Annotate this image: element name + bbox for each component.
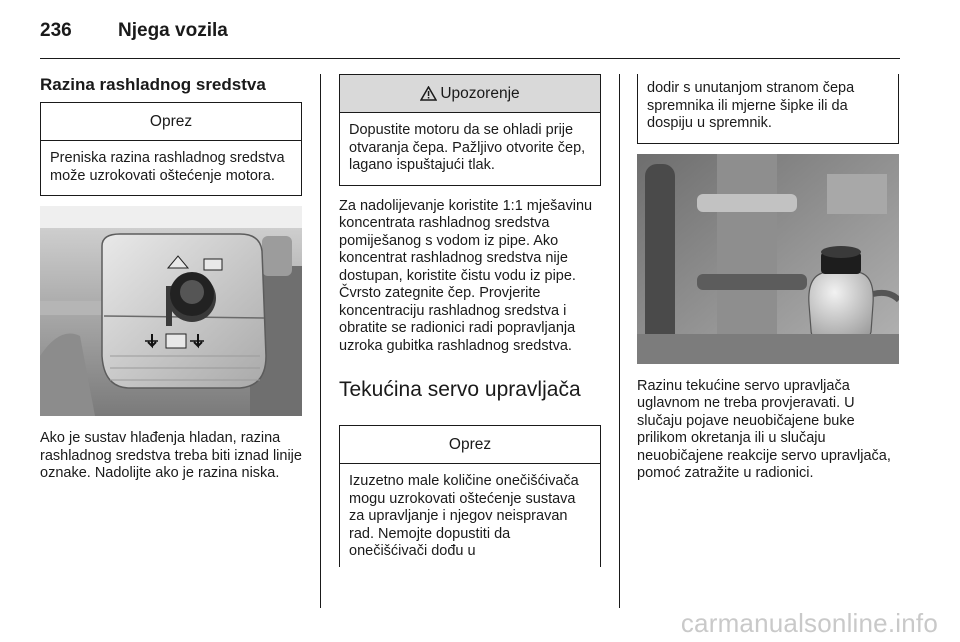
column-3	[637, 74, 899, 483]
coolant-reservoir-photo	[40, 206, 302, 416]
column-divider-1	[320, 74, 321, 608]
header-rule	[40, 58, 900, 59]
power-steering-title: Tekućina servo upravljača	[339, 378, 581, 401]
caution-heading: Oprez	[41, 103, 301, 141]
warning-heading: Upozorenje	[440, 84, 520, 102]
coolant-caution-box	[40, 102, 302, 196]
coolant-level-paragraph: Ako je sustav hlađenja hladan, razina rashladnog sredstva treba biti iznad linije oznake. Nadolijte ako je razina niska.	[40, 430, 302, 481]
coolant-level-title: Razina rashladnog sredstva	[40, 75, 266, 94]
page-number: 236	[40, 20, 72, 41]
warning-box	[339, 74, 601, 186]
column-1	[40, 74, 302, 483]
refill-paragraph: Za nadolijevanje koristite 1:1 mješavinu koncentrata rashladnog sredstva pomiješanog s vodom iz pipe. Ako koncentrat rashladnog sredstva nije dostupan, koristite čistu vodu iz pipe. Čvrsto zategnite čep. Provjerite koncentraciju rashladnog sredstva i obratite se radionici radi popravljanja uzroka gubitka rashladnog sredstva.	[339, 197, 593, 354]
column-2	[339, 74, 601, 567]
warning-triangle-icon	[420, 86, 437, 101]
power-steering-caution-box	[339, 425, 601, 567]
watermark: carmanualsonline.info	[680, 608, 938, 638]
caution-heading: Oprez	[340, 426, 600, 464]
caution-body: Preniska razina rashladnog sredstva može uzrokovati oštećenje motora.	[50, 150, 285, 184]
continued-caution-body: dodir s unutanjom stranom čepa spremnika ili mjerne šipke ili da dospiju u spremnik.	[647, 80, 855, 131]
power-steering-reservoir-photo	[637, 154, 899, 364]
warning-body: Dopustite motoru da se ohladi prije otvaranja čepa. Pažljivo otvorite čep, lagano ispuštajući tlak.	[349, 122, 586, 173]
continued-caution-box	[637, 74, 899, 144]
chapter-title: Njega vozila	[118, 20, 228, 41]
caution-body: Izuzetno male količine onečišćivača mogu uzrokovati oštećenje sustava za upravljanje i njegov neispravan rad. Nemojte dopustiti da onečišćivači dođu u	[349, 473, 579, 559]
warning-heading-row	[340, 75, 600, 113]
column-divider-2	[619, 74, 620, 608]
page-header	[40, 20, 228, 46]
power-steering-paragraph: Razinu tekućine servo upravljača uglavnom ne treba provjeravati. U slučaju pojave neuobičajene buke prilikom okretanja ili u slučaju neuobičajene reakcije servo upravljača, pomoć zatražite u radionici.	[637, 377, 891, 481]
